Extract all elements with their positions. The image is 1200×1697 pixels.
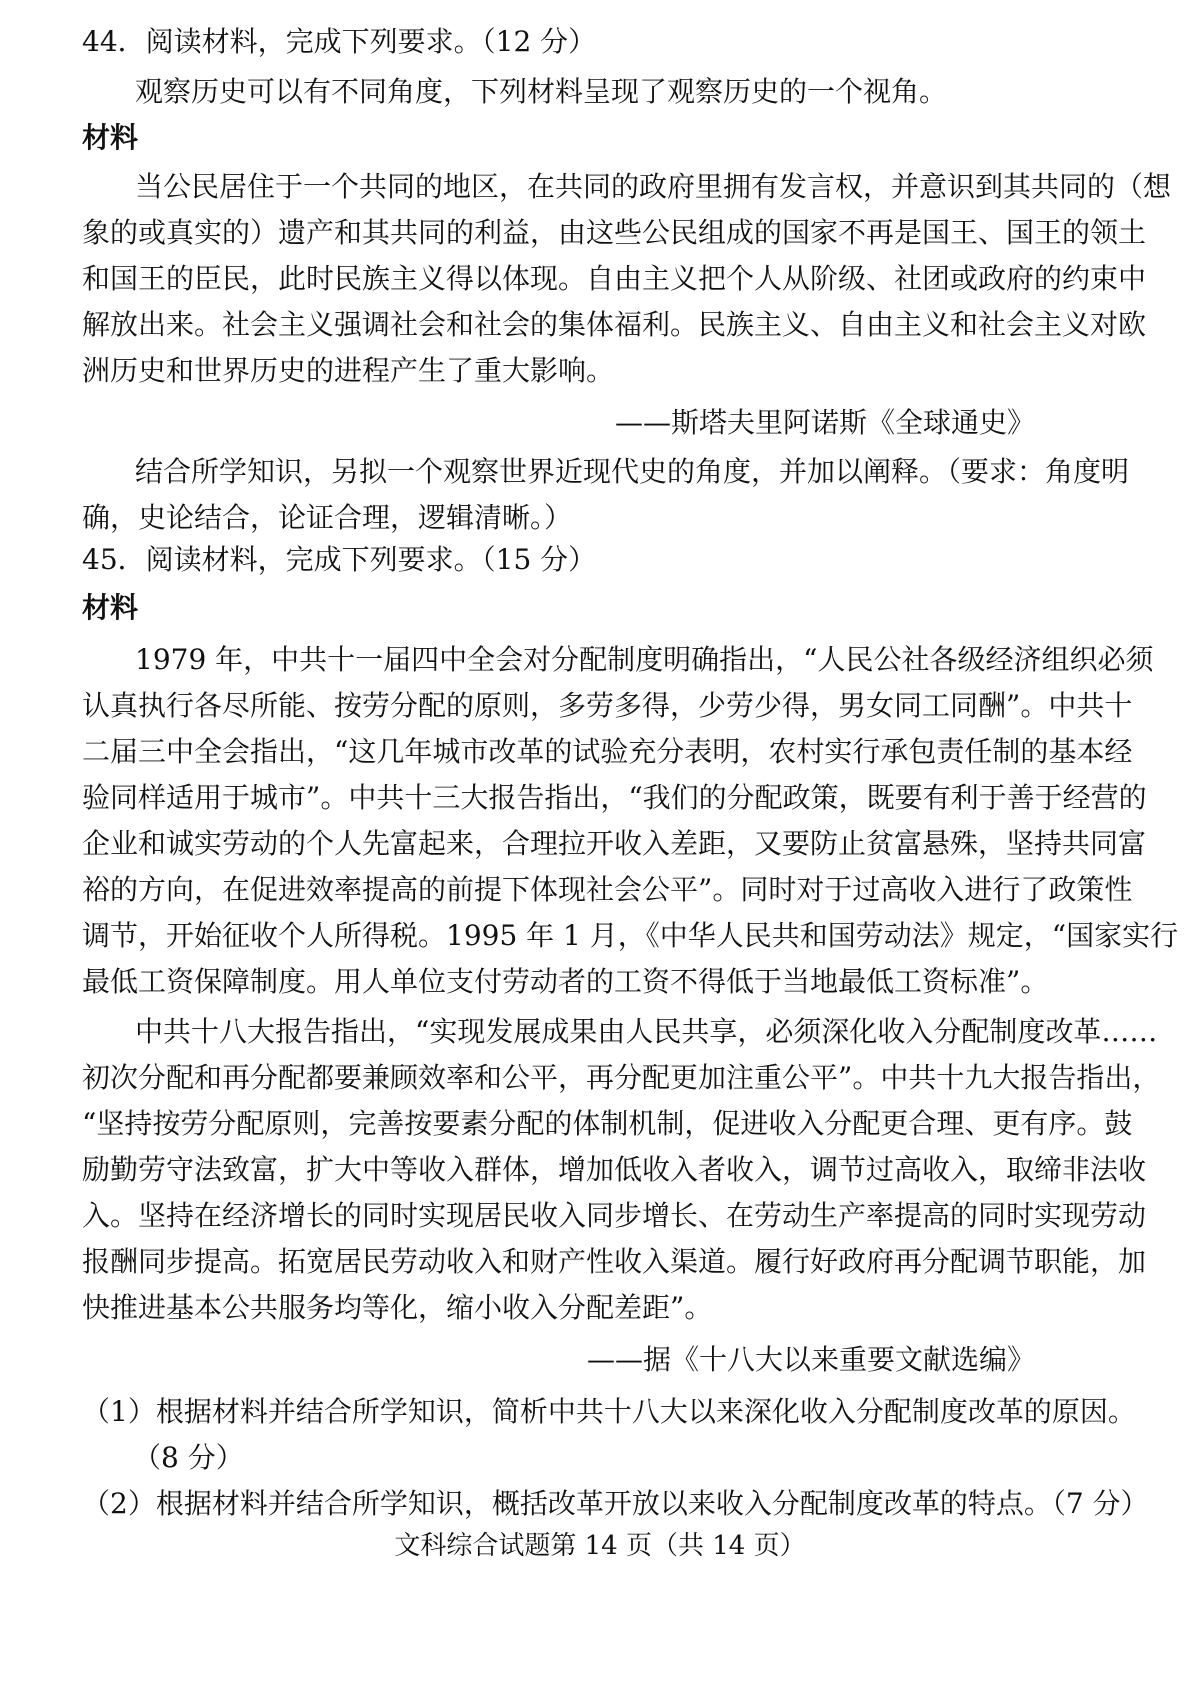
q44-material-line: 象的或真实的）遗产和其共同的利益，由这些公民组成的国家不再是国王、国王的领土 [82, 216, 1147, 249]
q45-para1-line: 企业和诚实劳动的个人先富起来，合理拉开收入差距，又要防止贫富悬殊，坚持共同富 [82, 827, 1147, 860]
q45-heading: 45．阅读材料，完成下列要求。（15 分） [82, 543, 597, 576]
q45-sub1: （1）根据材料并结合所学知识，简析中共十八大以来深化收入分配制度改革的原因。 [82, 1395, 1136, 1428]
q45-sub2: （2）根据材料并结合所学知识，概括改革开放以来收入分配制度改革的特点。（7 分） [82, 1487, 1149, 1520]
q44-material-line: 洲历史和世界历史的进程产生了重大影响。 [82, 354, 615, 387]
q45-source: ——据《十八大以来重要文献选编》 [586, 1343, 1035, 1376]
q44-material-label: 材料 [82, 121, 139, 154]
q45-para2-line: 励勤劳守法致富，扩大中等收入群体，增加低收入者收入，调节过高收入，取缔非法收 [82, 1153, 1147, 1186]
q44-material-line: 和国王的臣民，此时民族主义得以体现。自由主义把个人从阶级、社团或政府的约束中 [82, 262, 1147, 295]
q45-para1-line: 验同样适用于城市”。中共十三大报告指出，“我们的分配政策，既要有利于善于经营的 [82, 781, 1147, 814]
q45-para1-line: 调节，开始征收个人所得税。1995 年 1 月，《中华人民共和国劳动法》规定，“国家实行 [82, 919, 1179, 952]
q44-task-line: 结合所学知识，另拟一个观察世界近现代史的角度，并加以阐释。（要求：角度明 [135, 455, 1130, 488]
q44-material-line: 解放出来。社会主义强调社会和社会的集体福利。民族主义、自由主义和社会主义对欧 [82, 308, 1147, 341]
q45-para2-line: 快推进基本公共服务均等化，缩小收入分配差距”。 [82, 1291, 713, 1324]
q45-para2-line: 报酬同步提高。拓宽居民劳动收入和财产性收入渠道。履行好政府再分配调节职能，加 [82, 1245, 1147, 1278]
q45-para2-line: 初次分配和再分配都要兼顾效率和公平，再分配更加注重公平”。中共十九大报告指出， [82, 1061, 1161, 1094]
q45-sub1-points: （8 分） [133, 1441, 244, 1474]
q45-para1-line: 最低工资保障制度。用人单位支付劳动者的工资不得低于当地最低工资标准”。 [82, 965, 1049, 998]
q45-para1-line: 裕的方向，在促进效率提高的前提下体现社会公平”。同时对于过高收入进行了政策性 [82, 873, 1133, 906]
q45-para1-line: 二届三中全会指出，“这几年城市改革的试验充分表明，农村实行承包责任制的基本经 [82, 735, 1133, 768]
q44-intro: 观察历史可以有不同角度，下列材料呈现了观察历史的一个视角。 [135, 75, 948, 108]
page-footer: 文科综合试题第 14 页（共 14 页） [394, 1531, 806, 1561]
q44-heading: 44．阅读材料，完成下列要求。（12 分） [82, 25, 597, 58]
q44-material-line: 当公民居住于一个共同的地区，在共同的政府里拥有发言权，并意识到其共同的（想 [135, 170, 1172, 203]
q45-para1-line: 1979 年，中共十一届四中全会对分配制度明确指出，“人民公社各级经济组织必须 [135, 643, 1154, 676]
q44-task-line: 确，史论结合，论证合理，逻辑清晰。） [82, 501, 573, 534]
q45-para2-line: 中共十八大报告指出，“实现发展成果由人民共享，必须深化收入分配制度改革…… [135, 1015, 1158, 1048]
q45-material-label: 材料 [82, 591, 139, 624]
q45-para1-line: 认真执行各尽所能、按劳分配的原则，多劳多得，少劳少得，男女同工同酬”。中共十 [82, 689, 1133, 722]
q45-para2-line: 入。坚持在经济增长的同时实现居民收入同步增长、在劳动生产率提高的同时实现劳动 [82, 1199, 1147, 1232]
q45-para2-line: “坚持按劳分配原则，完善按要素分配的体制机制，促进收入分配更合理、更有序。鼓 [82, 1107, 1133, 1140]
q44-source: ——斯塔夫里阿诺斯《全球通史》 [614, 406, 1035, 439]
